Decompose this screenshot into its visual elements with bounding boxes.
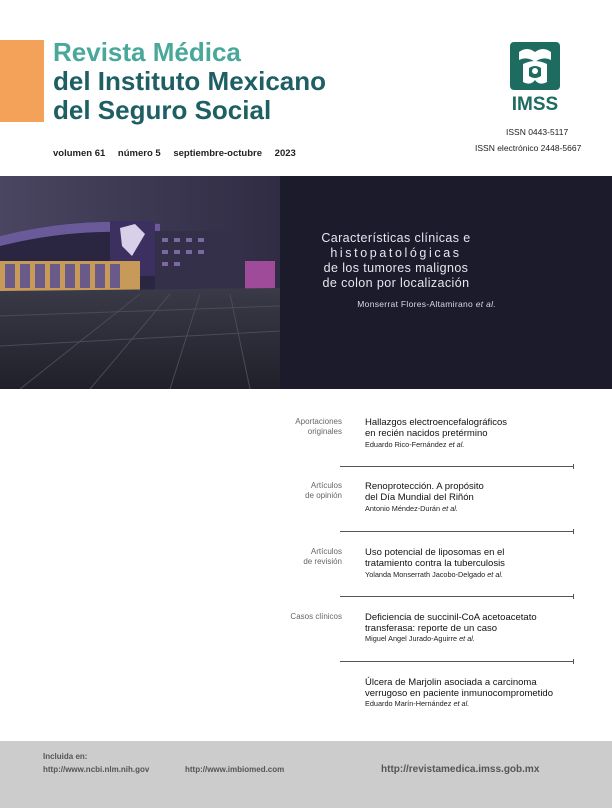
toc-author-2 [365, 504, 458, 513]
toc-title-4-line2: transferasa: reporte de un caso [365, 623, 498, 634]
toc-title-5-line2: verrugoso en paciente inmunocomprometido [365, 688, 553, 699]
issue-year: 2023 [274, 148, 296, 159]
toc-divider-3 [340, 596, 574, 597]
journal-title [53, 38, 326, 125]
toc-author-1-name: Eduardo Rico-Fernández [365, 440, 447, 449]
toc-title-4[interactable] [365, 612, 570, 634]
footer-link-imbiomed[interactable]: http://www.imbiomed.com [185, 765, 285, 774]
toc-title-3[interactable] [365, 547, 570, 569]
toc-author-5 [365, 699, 469, 708]
footer-bar [0, 741, 612, 808]
toc-author-3-etal: et al. [487, 570, 504, 579]
issue-volume: volumen 61 [53, 148, 106, 159]
toc-category-1 [262, 417, 342, 437]
footer-link-ncbi[interactable]: http://www.ncbi.nlm.nih.gov [43, 765, 150, 774]
toc-title-1-line2: en recién nacidos pretérmino [365, 428, 488, 439]
orange-accent-tab [0, 40, 44, 122]
imss-logo [499, 40, 569, 116]
toc-title-2[interactable] [365, 481, 570, 503]
toc-divider-1 [340, 466, 574, 467]
toc-category-3-line1: Artículos [310, 547, 342, 556]
toc-divider-4 [340, 661, 574, 662]
toc-author-3 [365, 570, 503, 579]
toc-category-3 [262, 547, 342, 567]
footer-included-label: Incluida en: [43, 752, 88, 761]
toc-category-2 [262, 481, 342, 501]
toc-title-2-line2: del Día Mundial del Riñón [365, 492, 474, 503]
toc-category-2-line2: de opinión [305, 491, 342, 500]
cover-photo-banner [0, 176, 612, 389]
toc-title-5-line1: Úlcera de Marjolin asociada a carcinoma [365, 677, 537, 688]
issn-print: ISSN 0443-5117 [506, 127, 569, 137]
issn-electronic: ISSN electrónico 2448-5667 [475, 143, 582, 153]
issue-info [53, 148, 306, 159]
toc-divider-2 [340, 531, 574, 532]
featured-article-author [306, 299, 496, 309]
toc-title-1[interactable] [365, 417, 570, 439]
toc-author-4-name: Miguel Angel Jurado-Aguirre [365, 634, 458, 643]
toc-category-1-line1: Aportaciones [295, 417, 342, 426]
toc-category-3-line2: de revisión [303, 557, 342, 566]
journal-title-line3: del Seguro Social [53, 95, 272, 125]
featured-author-etal: et al. [475, 299, 496, 309]
featured-title-line2: histopatológicas [330, 246, 462, 260]
toc-author-5-etal: et al. [453, 699, 470, 708]
toc-author-3-name: Yolanda Monserrath Jacobo-Delgado [365, 570, 486, 579]
issue-period: septiembre-octubre [173, 148, 263, 159]
featured-title-line3: de los tumores malignos [323, 261, 469, 275]
toc-author-4-etal: et al. [459, 634, 475, 643]
toc-title-3-line2: tratamiento contra la tuberculosis [365, 558, 505, 569]
toc-author-4 [365, 634, 475, 643]
toc-author-1 [365, 440, 464, 449]
toc-category-4-line1: Casos clínicos [290, 612, 342, 621]
journal-title-line1: Revista Médica [53, 37, 241, 67]
featured-author-name: Monserrat Flores-Altamirano [357, 299, 474, 309]
featured-title-line1: Características clínicas e [321, 231, 471, 245]
toc-category-1-line2: originales [307, 427, 342, 436]
toc-author-2-name: Antonio Méndez-Durán [365, 504, 441, 513]
toc-title-1-line1: Hallazgos electroencefalográficos [365, 417, 508, 428]
toc-title-4-line1: Deficiencia de succinil-CoA acetoacetato [365, 612, 537, 623]
featured-article-title[interactable] [296, 231, 496, 291]
toc-category-2-line1: Artículos [310, 481, 342, 490]
toc-category-4 [262, 612, 342, 622]
toc-author-5-name: Eduardo Marín-Hernández [365, 699, 452, 708]
issue-number: número 5 [117, 148, 161, 159]
logo-text: IMSS [511, 94, 559, 115]
toc-title-2-line1: Renoprotección. A propósito [365, 481, 484, 492]
journal-title-line2: del Instituto Mexicano [53, 66, 327, 96]
toc-author-2-etal: et al. [442, 504, 458, 513]
toc-title-5[interactable] [365, 677, 570, 699]
featured-title-line4: de colon por localización [322, 276, 470, 290]
toc-author-1-etal: et al. [448, 440, 465, 449]
footer-journal-url[interactable]: http://revistamedica.imss.gob.mx [381, 764, 540, 775]
toc-title-3-line1: Uso potencial de liposomas en el [365, 547, 505, 558]
